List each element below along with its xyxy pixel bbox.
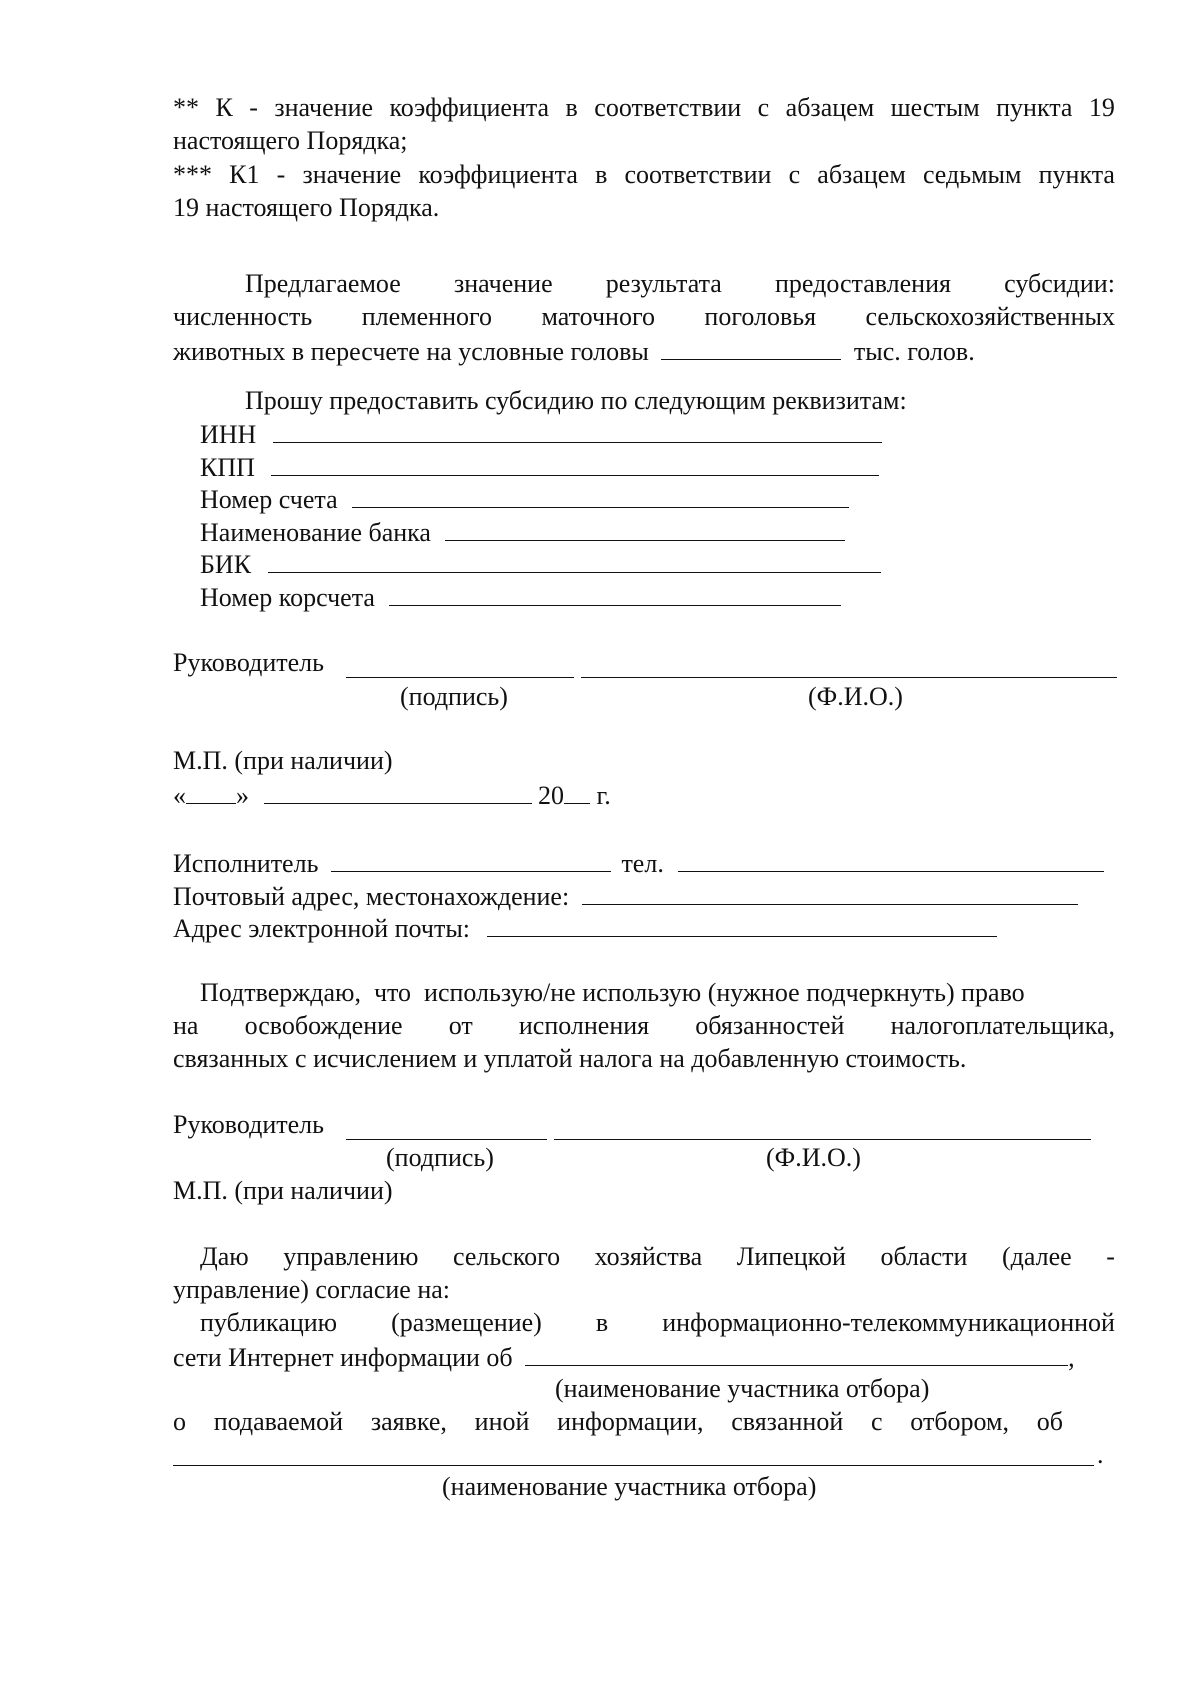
word: субсидии: <box>1004 269 1115 298</box>
result-line2 <box>173 302 1115 334</box>
comma: , <box>1068 1343 1075 1372</box>
participant-caption-1: (наименование участника отбора) <box>555 1374 930 1403</box>
footnote-k1-line2: 19 настоящего Порядка. <box>173 193 440 222</box>
participant-caption-2: (наименование участника отбора) <box>442 1472 817 1501</box>
word: публикацию <box>200 1308 338 1337</box>
requisites-intro: Прошу предоставить субсидию по следующим реквизитам: <box>245 386 907 415</box>
kpp-label: КПП <box>200 453 255 482</box>
word: - <box>249 93 258 122</box>
date-row <box>173 779 611 811</box>
word: с <box>757 93 770 122</box>
inn-row <box>200 418 882 450</box>
vat-line3: связанных с исчислением и уплатой налога на добавленную стоимость. <box>173 1044 967 1073</box>
word: от <box>448 1011 473 1040</box>
head-label: Руководитель <box>173 648 324 677</box>
phone-field[interactable] <box>678 847 1104 872</box>
head-row-2 <box>173 1110 324 1142</box>
consent-line2: управление) согласие на: <box>173 1275 450 1304</box>
word: с <box>788 160 801 189</box>
account-label: Номер счета <box>200 485 338 514</box>
word: абзацем <box>785 93 875 122</box>
period: . <box>1097 1440 1104 1469</box>
word: предоставления <box>774 269 951 298</box>
executor-field[interactable] <box>331 847 611 872</box>
word: пункта <box>1038 160 1115 189</box>
email-label: Адрес электронной почты: <box>173 914 471 943</box>
vat-line2 <box>173 1011 1115 1043</box>
bik-row <box>200 548 881 580</box>
vat-line1: Подтверждаю, что использую/не использую (нужное подчеркнуть) право <box>200 978 1025 1007</box>
word: племенного <box>361 302 493 331</box>
executor-row <box>173 847 1104 879</box>
word: освобождение <box>244 1011 403 1040</box>
word: 19 <box>1088 93 1115 122</box>
word: - <box>1106 1242 1115 1271</box>
fio-caption-2: (Ф.И.О.) <box>766 1143 861 1172</box>
participant-name-field-2[interactable] <box>173 1465 1094 1466</box>
head-label: Руководитель <box>173 1110 324 1139</box>
word: коэффициента <box>389 93 550 122</box>
word: управлению <box>283 1242 419 1271</box>
consent-line3 <box>200 1308 1115 1340</box>
word: Даю <box>200 1242 249 1271</box>
kpp-row <box>200 451 879 483</box>
kpp-field[interactable] <box>271 451 879 476</box>
year-suffix: г. <box>596 781 611 810</box>
word: Липецкой <box>736 1242 846 1271</box>
year-prefix: 20 <box>538 781 564 810</box>
word: хозяйства <box>594 1242 703 1271</box>
postal-row <box>173 880 1078 912</box>
stamp-note-2: М.П. (при наличии) <box>173 1176 393 1205</box>
result-unit: тыс. голов. <box>853 337 975 366</box>
date-day-field[interactable] <box>186 779 236 804</box>
consent-info-label: сети Интернет информации об <box>173 1343 513 1372</box>
inn-label: ИНН <box>200 420 257 449</box>
word: численность <box>173 302 313 331</box>
word: сельского <box>452 1242 561 1271</box>
word: *** <box>173 160 212 189</box>
word: иной <box>474 1407 530 1436</box>
word: о <box>173 1407 186 1436</box>
result-line1 <box>245 269 1115 301</box>
head-fio-field-1[interactable] <box>581 677 1117 678</box>
word: К <box>215 93 233 122</box>
bik-label: БИК <box>200 550 252 579</box>
word: абзацем <box>817 160 906 189</box>
word: в <box>595 160 608 189</box>
consent-line5 <box>173 1407 1063 1439</box>
date-month-field[interactable] <box>264 779 532 804</box>
head-fio-field-2[interactable] <box>554 1139 1091 1140</box>
head-signature-field-2[interactable] <box>346 1139 547 1140</box>
word: значение <box>274 93 374 122</box>
bik-field[interactable] <box>268 548 881 573</box>
email-field[interactable] <box>487 912 997 937</box>
corr-account-row <box>200 581 841 613</box>
executor-label: Исполнитель <box>173 849 319 878</box>
postal-label: Почтовый адрес, местонахождение: <box>173 882 570 911</box>
word: информационно-телекоммуникационной <box>662 1308 1115 1337</box>
word: соответствии <box>594 93 742 122</box>
footnote-k-line2: настоящего Порядка; <box>173 126 408 155</box>
word: (размещение) <box>391 1308 542 1337</box>
consent-line1 <box>200 1242 1115 1274</box>
word: исполнения <box>518 1011 650 1040</box>
word: значение <box>302 160 402 189</box>
head-signature-field-1[interactable] <box>346 677 574 678</box>
participant-name-field-1[interactable] <box>525 1341 1068 1366</box>
word: коэффициента <box>418 160 578 189</box>
word: К1 <box>229 160 260 189</box>
postal-field[interactable] <box>582 880 1078 905</box>
word: значение <box>453 269 553 298</box>
consent-line4 <box>173 1341 1075 1373</box>
word: об <box>1036 1407 1063 1436</box>
word: пункта <box>996 93 1073 122</box>
corr-account-label: Номер корсчета <box>200 583 375 612</box>
word: налогоплательщика, <box>890 1011 1115 1040</box>
word: шестым <box>890 93 980 122</box>
word: информации, <box>557 1407 704 1436</box>
corr-account-field[interactable] <box>389 581 841 606</box>
account-row <box>200 483 849 515</box>
fio-caption-1: (Ф.И.О.) <box>808 682 903 711</box>
word: заявке, <box>370 1407 447 1436</box>
email-row <box>173 912 997 944</box>
word: ** <box>173 93 199 122</box>
bank-label: Наименование банка <box>200 518 431 547</box>
word: области <box>880 1242 968 1271</box>
inn-field[interactable] <box>273 418 882 443</box>
footnote-k1-line1 <box>173 160 1115 192</box>
result-line3 <box>173 335 975 367</box>
bank-field[interactable] <box>445 516 845 541</box>
heads-count-field[interactable] <box>661 335 841 360</box>
result-label: животных в пересчете на условные головы <box>173 337 649 366</box>
word: маточного <box>541 302 655 331</box>
word: Предлагаемое <box>245 269 401 298</box>
word: с <box>871 1407 883 1436</box>
bank-row <box>200 516 845 548</box>
stamp-note-1: М.П. (при наличии) <box>173 746 393 775</box>
word: поголовья <box>704 302 817 331</box>
head-row-1 <box>173 648 324 680</box>
year-field[interactable] <box>564 779 590 804</box>
word: на <box>173 1011 199 1040</box>
word: (далее <box>1001 1242 1072 1271</box>
quote-close: » <box>236 781 249 810</box>
word: соответствии <box>624 160 772 189</box>
word: результата <box>605 269 722 298</box>
word: обязанностей <box>695 1011 845 1040</box>
footnote-k-line1 <box>173 93 1115 125</box>
phone-label: тел. <box>621 849 664 878</box>
word: в <box>595 1308 609 1337</box>
quote-open: « <box>173 781 186 810</box>
word: связанной <box>731 1407 844 1436</box>
word: подаваемой <box>213 1407 344 1436</box>
account-field[interactable] <box>352 483 849 508</box>
signature-caption-1: (подпись) <box>400 682 508 711</box>
word: в <box>565 93 578 122</box>
word: отбором, <box>910 1407 1010 1436</box>
word: сельскохозяйственных <box>865 302 1115 331</box>
word: седьмым <box>922 160 1022 189</box>
word: - <box>276 160 286 189</box>
signature-caption-2: (подпись) <box>386 1143 494 1172</box>
